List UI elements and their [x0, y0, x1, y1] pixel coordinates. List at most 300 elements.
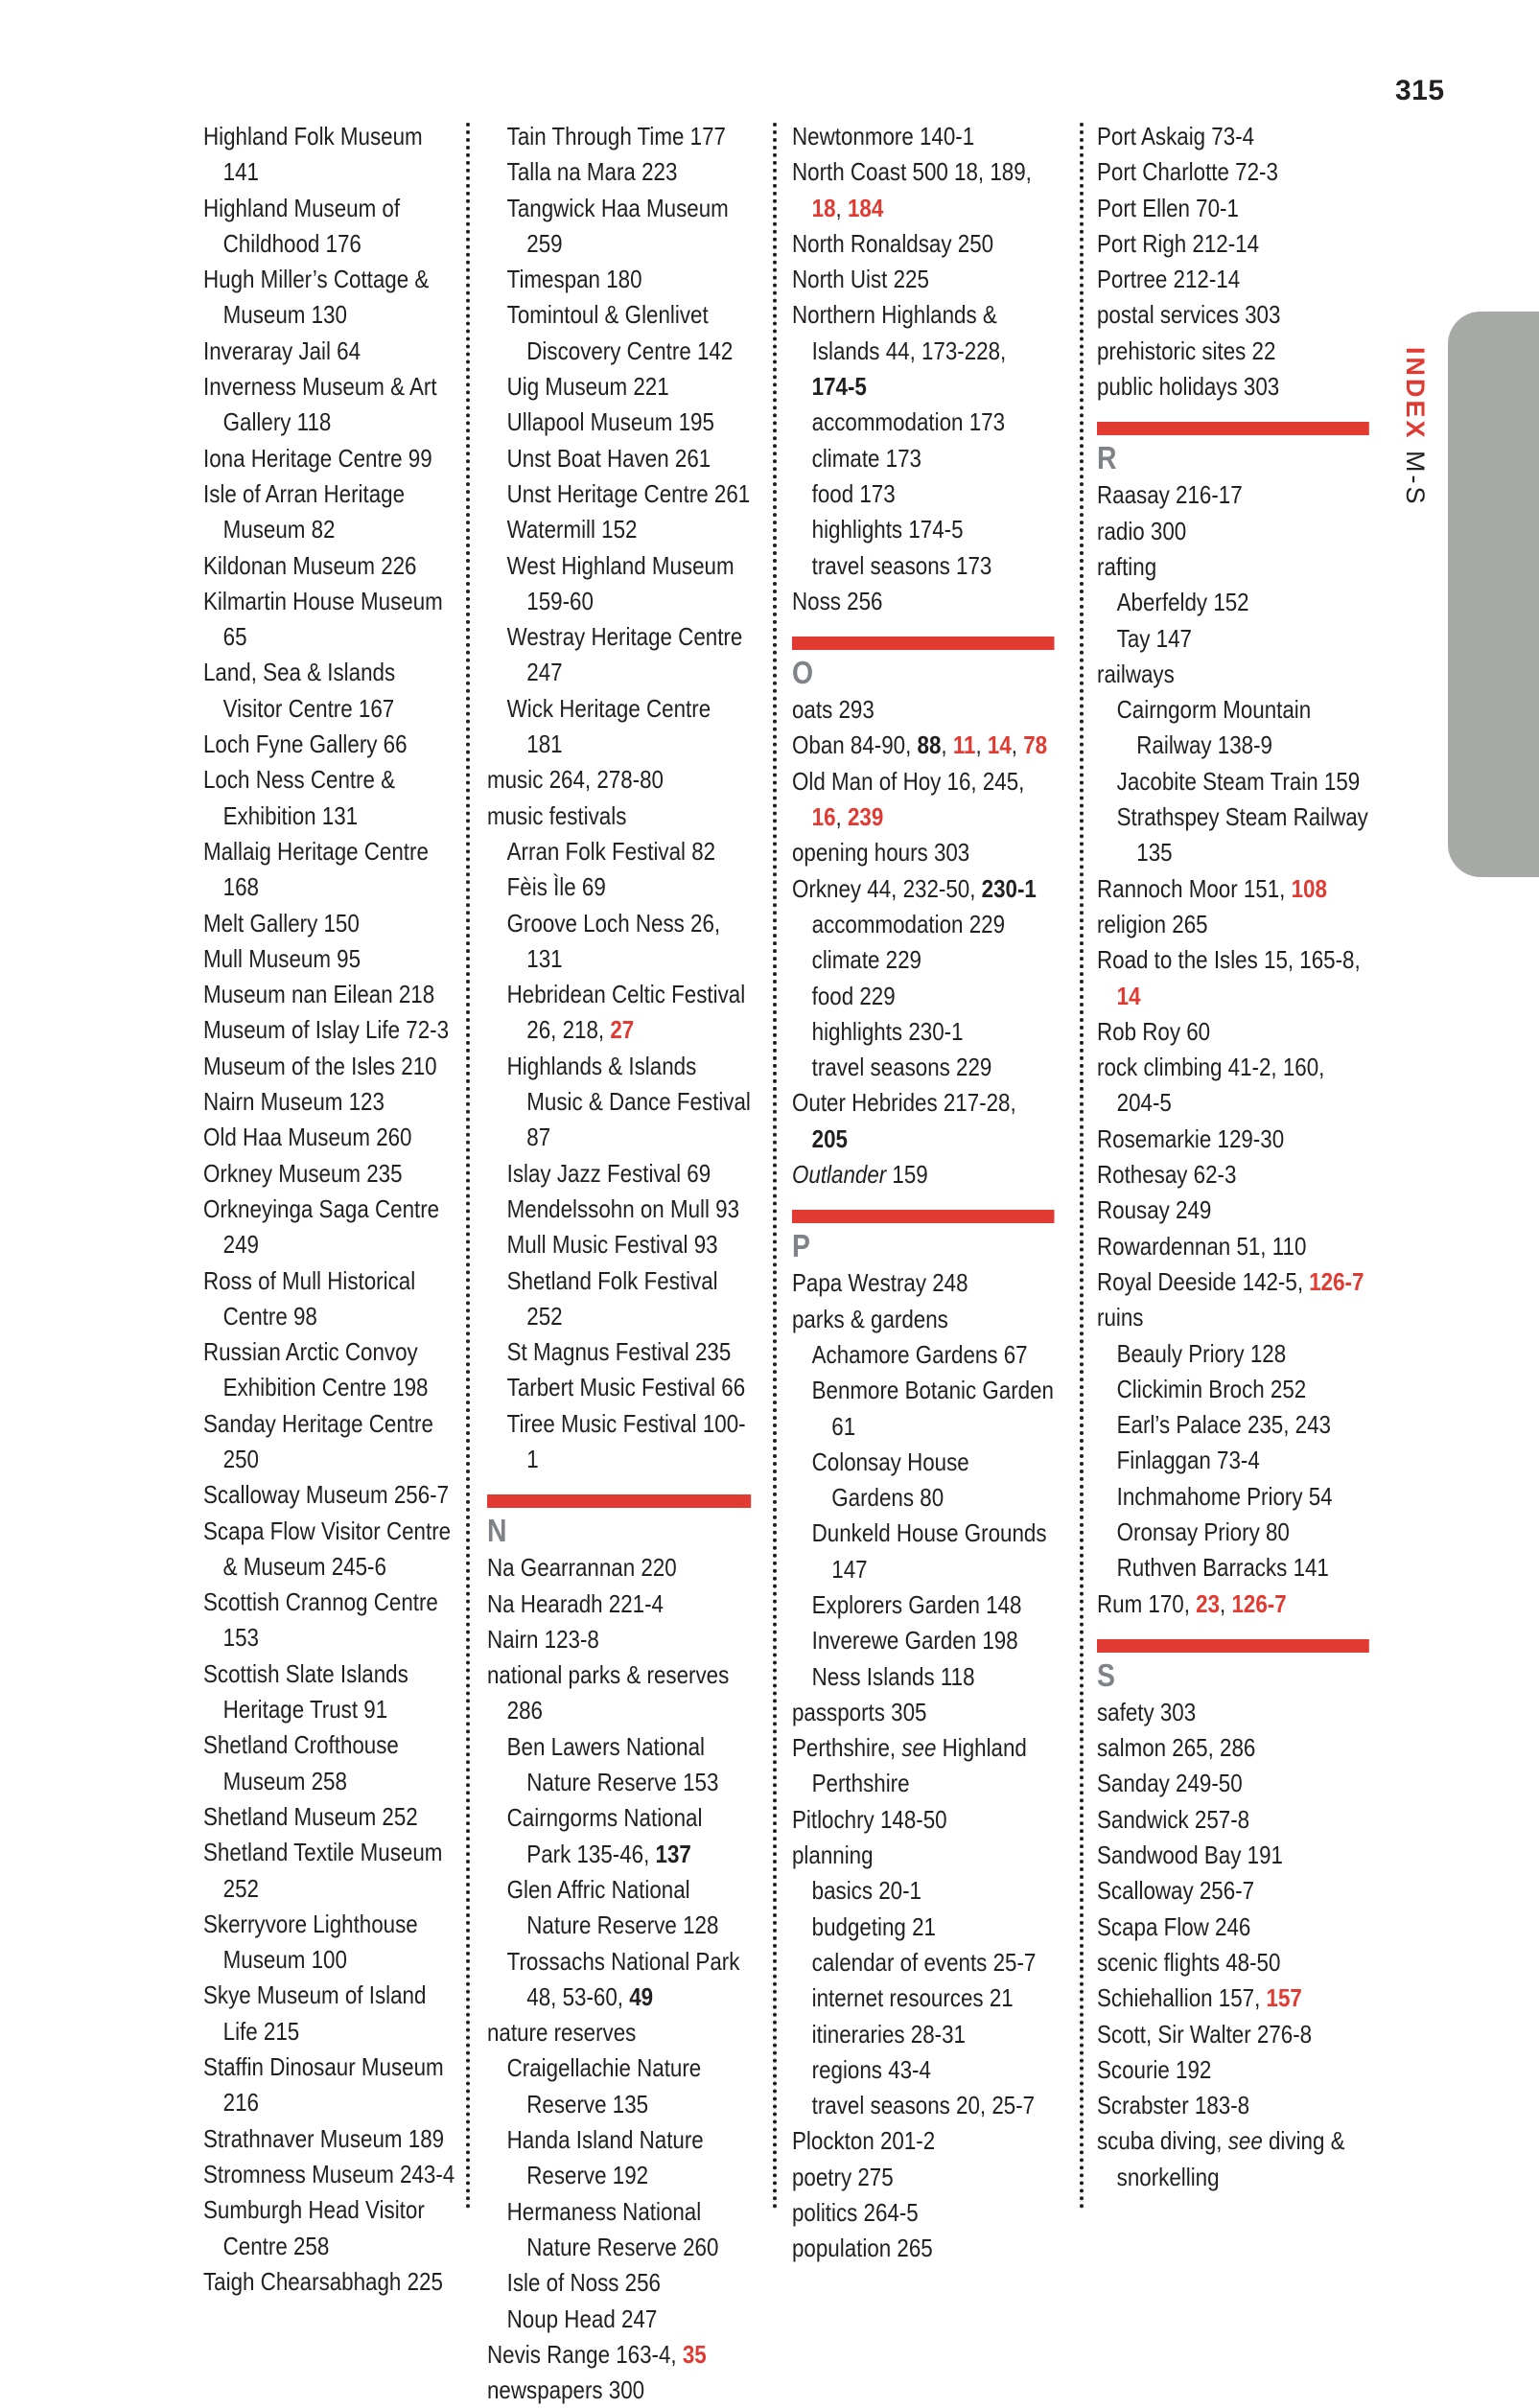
index-entry: [1097, 1766, 1369, 1801]
entry-text: Westray Heritage Centre 247: [506, 622, 743, 687]
index-entry: [203, 2192, 457, 2264]
entry-text: Strathspey Steam Railway 135: [1116, 802, 1368, 868]
entry-text: Isle of Arran Heritage Museum 82: [203, 478, 406, 544]
entry-text: highlights 174-5: [811, 515, 964, 544]
index-subentry: [487, 906, 751, 978]
index-label: INDEX: [1401, 347, 1430, 441]
entry-text: Museum of the Isles 210: [203, 1051, 437, 1080]
index-entry: [203, 1406, 457, 1478]
index-column-4: [1097, 119, 1369, 2195]
entry-text: Ullapool Museum 195: [506, 407, 714, 437]
index-entry: [1097, 119, 1369, 154]
entry-text: Sandwick 257-8: [1097, 1804, 1250, 1834]
entry-text: Old Man of Hoy 16, 245,: [792, 766, 1025, 796]
entry-text: Clickimin Broch 252: [1116, 1374, 1307, 1403]
entry-text: newspapers 300: [487, 2375, 645, 2405]
entry-text: Hebridean Celtic Festival 26, 218,: [506, 980, 746, 1045]
index-entry: [487, 1550, 751, 1586]
index-entry: [487, 1586, 751, 1622]
index-subentry: [487, 869, 751, 905]
entry-text: Rosemarkie 129-30: [1097, 1123, 1285, 1153]
index-entry: [203, 1120, 457, 1155]
entry-text: national parks & reserves 286: [487, 1660, 730, 1725]
index-subentry: [792, 979, 1054, 1014]
index-entry: [487, 1622, 751, 1657]
index-entry: [1097, 1050, 1369, 1122]
entry-text: Taigh Chearsabhagh 225: [203, 2266, 443, 2296]
entry-text: 159: [886, 1160, 928, 1190]
entry-text: Plockton 201-2: [792, 2126, 936, 2156]
index-entry: [1097, 1014, 1369, 1050]
entry-text: public holidays 303: [1097, 372, 1280, 402]
map-page-ref: 78: [1023, 730, 1048, 760]
index-subentry: [487, 1872, 751, 1944]
index-subentry: [487, 1227, 751, 1262]
index-entry: [1097, 1229, 1369, 1264]
bold-page-ref: 205: [811, 1123, 848, 1153]
entry-text: travel seasons 173: [811, 550, 992, 580]
bold-page-ref: 137: [655, 1839, 691, 1868]
entry-text: North Coast 500 18, 189,: [792, 157, 1032, 187]
bold-page-ref: 230-1: [981, 873, 1037, 903]
map-page-ref: 14: [987, 730, 1012, 760]
entry-text: Tomintoul & Glenlivet Discovery Centre 142: [506, 300, 734, 365]
entry-text: ,: [1011, 730, 1024, 760]
entry-text: West Highland Museum 159-60: [506, 550, 735, 615]
entry-text: Fèis Ìle 69: [506, 872, 606, 902]
entry-text: budgeting 21: [811, 1911, 936, 1941]
entry-text: Old Haa Museum 260: [203, 1123, 412, 1152]
entry-text: Colonsay House Gardens 80: [811, 1447, 969, 1513]
entry-text: St Magnus Festival 235: [506, 1337, 732, 1367]
index-subentry: [792, 2052, 1054, 2088]
index-entry: [203, 262, 457, 334]
entry-text: radio 300: [1097, 516, 1187, 545]
entry-text: Craigellachie Nature Reserve 135: [506, 2053, 702, 2119]
index-entry: [792, 2195, 1054, 2231]
entry-text: climate 229: [811, 945, 921, 975]
entry-text: Rob Roy 60: [1097, 1016, 1211, 1046]
entry-text: diving & snorkelling: [1116, 2126, 1345, 2191]
entry-text: Scottish Slate Islands Heritage Trust 91: [203, 1658, 408, 1725]
column-divider: [773, 123, 777, 2211]
index-subentry: [1097, 1372, 1369, 1407]
entry-text: Benmore Botanic Garden 61: [811, 1376, 1054, 1441]
map-page-ref: 126-7: [1309, 1266, 1364, 1296]
index-subentry: [487, 977, 751, 1049]
index-subentry: [487, 1049, 751, 1156]
index-subentry: [792, 441, 1054, 476]
entry-text: safety 303: [1097, 1697, 1197, 1726]
entry-text: Explorers Garden 148: [811, 1589, 1022, 1619]
index-subentry: [792, 1945, 1054, 1980]
entry-text: ,: [835, 193, 848, 222]
entry-text: Ross of Mull Historical Centre 98: [203, 1265, 416, 1331]
index-entry: [1097, 297, 1369, 333]
entry-text: Papa Westray 248: [792, 1268, 968, 1298]
index-subentry: [1097, 621, 1369, 657]
index-entry: [792, 584, 1054, 619]
map-page-ref: 11: [952, 730, 976, 760]
map-page-ref: 157: [1266, 1983, 1302, 2013]
entry-text: Inverness Museum & Art Gallery 118: [203, 372, 437, 437]
index-subentry: [487, 154, 751, 190]
entry-text: Rannoch Moor 151,: [1097, 873, 1292, 903]
index-subentry: [487, 2265, 751, 2301]
index-subentry: [487, 405, 751, 440]
index-entry: [1097, 1945, 1369, 1980]
entry-text: Handa Island Nature Reserve 192: [506, 2125, 704, 2190]
entry-text: Museum nan Eilean 218: [203, 980, 435, 1009]
section-divider-bar: [1097, 1639, 1369, 1653]
index-entry: [1097, 514, 1369, 549]
index-entry: [792, 262, 1054, 297]
index-entry: [792, 871, 1054, 907]
entry-text: Inveraray Jail 64: [203, 336, 361, 365]
index-entry: [1097, 1300, 1369, 1335]
section-side-label: [1400, 347, 1430, 507]
index-entry: [203, 1049, 457, 1084]
bold-page-ref: 49: [629, 1981, 654, 2011]
entry-text: Groove Loch Ness 26, 131: [506, 908, 721, 973]
index-entry: [487, 2015, 751, 2050]
index-entry: [203, 334, 457, 369]
entry-text: Mendelssohn on Mull 93: [506, 1193, 740, 1223]
index-tab: [1448, 312, 1539, 877]
entry-text: Newtonmore 140-1: [792, 122, 975, 150]
index-entry: [1097, 477, 1369, 513]
index-subentry: [1097, 1407, 1369, 1443]
entry-text: population 265: [792, 2234, 933, 2263]
index-subentry: [792, 476, 1054, 512]
index-entry: [1097, 226, 1369, 262]
index-column-2: [487, 119, 751, 2408]
index-subentry: [792, 512, 1054, 547]
bold-page-ref: 88: [917, 730, 942, 760]
index-entry: [203, 1907, 457, 1979]
entry-text: Unst Heritage Centre 261: [506, 478, 751, 508]
index-entry: [487, 799, 751, 834]
index-subentry: [487, 1263, 751, 1335]
index-entry: [792, 1157, 1054, 1192]
entry-text: salmon 265, 286: [1097, 1733, 1256, 1763]
map-page-ref: 35: [682, 2339, 707, 2369]
index-entry: [203, 476, 457, 548]
entry-text: North Uist 225: [792, 265, 929, 294]
index-entry: [203, 1334, 457, 1406]
entry-text: ruins: [1097, 1303, 1144, 1332]
index-entry: [792, 764, 1054, 836]
entry-text: Nairn Museum 123: [203, 1087, 385, 1117]
entry-text: oats 293: [792, 695, 874, 725]
index-entry: [1097, 1873, 1369, 1909]
index-entry: [203, 727, 457, 762]
entry-text: Cairngorm Mountain Railway 138-9: [1116, 695, 1312, 760]
index-subentry: [487, 262, 751, 297]
entry-text: food 173: [811, 478, 896, 508]
entry-text: Scapa Flow 246: [1097, 1911, 1251, 1941]
entry-text: Shetland Crofthouse Museum 258: [203, 1730, 399, 1795]
entry-text: Port Askaig 73-4: [1097, 122, 1255, 150]
index-entry: [203, 762, 457, 834]
entry-text: planning: [792, 1841, 874, 1870]
index-subentry: [792, 1373, 1054, 1445]
entry-text: accommodation 173: [811, 407, 1006, 437]
index-entry: [1097, 1264, 1369, 1300]
index-entry: [792, 154, 1054, 226]
index-entry: [1097, 1838, 1369, 1873]
index-entry: [203, 1585, 457, 1656]
entry-text: Na Hearadh 221-4: [487, 1588, 664, 1618]
entry-text: Port Righ 212-14: [1097, 228, 1260, 258]
index-entry: [203, 441, 457, 476]
entry-text: Isle of Noss 256: [506, 2268, 661, 2298]
index-subentry: [792, 1337, 1054, 1373]
entry-text: scuba diving,: [1097, 2126, 1228, 2156]
entry-text: North Ronaldsay 250: [792, 228, 994, 258]
index-entry: [1097, 1192, 1369, 1228]
index-subentry: [487, 191, 751, 263]
index-subentry: [487, 2302, 751, 2337]
index-subentry: [792, 1873, 1054, 1909]
index-subentry: [1097, 799, 1369, 871]
entry-text: Orkney Museum 235: [203, 1158, 403, 1188]
index-entry: [487, 1657, 751, 1729]
map-page-ref: 108: [1291, 873, 1327, 903]
entry-text: Mallaig Heritage Centre 168: [203, 836, 429, 902]
index-subentry: [1097, 1479, 1369, 1515]
entry-text: highlights 230-1: [811, 1016, 964, 1046]
index-entry: [1097, 191, 1369, 226]
index-subentry: [487, 619, 751, 691]
entry-text: Scrabster 183-8: [1097, 2091, 1250, 2120]
index-subentry: [792, 1516, 1054, 1587]
index-entry: [487, 762, 751, 798]
index-subentry: [792, 1014, 1054, 1050]
index-entry: [1097, 1730, 1369, 1766]
entry-text: ,: [835, 802, 848, 832]
entry-text: Watermill 152: [506, 515, 638, 544]
index-entry: [1097, 2052, 1369, 2088]
index-subentry: [487, 1800, 751, 1872]
index-entry: [792, 1265, 1054, 1301]
entry-text: Skye Museum of Island Life 215: [203, 1980, 427, 2046]
entry-text: Outlander: [792, 1160, 887, 1190]
entry-text: Tarbert Music Festival 66: [506, 1373, 746, 1402]
entry-text: Ben Lawers National Nature Reserve 153: [506, 1731, 719, 1797]
index-entry: [203, 655, 457, 727]
section-divider-bar: [1097, 422, 1369, 435]
index-entry: [203, 834, 457, 906]
index-subentry: [487, 1406, 751, 1478]
index-subentry: [792, 1623, 1054, 1658]
entry-text: Port Charlotte 72-3: [1097, 157, 1278, 187]
entry-text: Islay Jazz Festival 69: [506, 1158, 711, 1188]
index-subentry: [487, 2122, 751, 2194]
entry-text: Arran Folk Festival 82: [506, 836, 716, 866]
entry-text: calendar of events 25-7: [811, 1947, 1037, 1977]
section-divider-bar: [792, 1210, 1054, 1223]
map-page-ref: 23: [1196, 1588, 1221, 1618]
entry-text: Melt Gallery 150: [203, 908, 360, 938]
entry-text: music 264, 278-80: [487, 765, 664, 795]
entry-text: Russian Arctic Convoy Exhibition Centre 198: [203, 1337, 429, 1402]
entry-text: Scottish Crannog Centre 153: [203, 1587, 438, 1653]
map-page-ref: 14: [1116, 981, 1141, 1010]
entry-text: Land, Sea & Islands Visitor Centre 167: [203, 658, 396, 723]
entry-text: Loch Ness Centre & Exhibition 131: [203, 765, 396, 830]
entry-text: Sanday Heritage Centre 250: [203, 1408, 433, 1473]
index-entry: [1097, 1980, 1369, 2016]
index-entry: [1097, 262, 1369, 297]
entry-text: postal services 303: [1097, 300, 1281, 330]
entry-text: Tain Through Time 177: [506, 122, 726, 150]
entry-text: travel seasons 20, 25-7: [811, 2091, 1036, 2120]
index-entry: [792, 226, 1054, 262]
index-entry: [203, 906, 457, 941]
entry-text: Shetland Textile Museum 252: [203, 1838, 443, 1903]
index-subentry: [1097, 1443, 1369, 1478]
index-entry: [203, 548, 457, 584]
entry-text: Scott, Sir Walter 276-8: [1097, 2019, 1313, 2049]
entry-text: nature reserves: [487, 2018, 637, 2048]
entry-text: Loch Fyne Gallery 66: [203, 729, 408, 759]
entry-text: rock climbing 41-2, 160, 204-5: [1097, 1053, 1325, 1118]
entry-text: politics 264-5: [792, 2198, 919, 2228]
map-page-ref: 27: [610, 1015, 635, 1045]
index-subentry: [792, 942, 1054, 978]
entry-text: Tiree Music Festival 100-1: [506, 1408, 746, 1473]
index-column-1: [203, 119, 457, 2300]
index-entry: [203, 1727, 457, 1799]
entry-text: Uig Museum 221: [506, 372, 669, 402]
entry-text: Iona Heritage Centre 99: [203, 443, 432, 473]
index-entry: [1097, 1586, 1369, 1622]
index-subentry: [487, 2050, 751, 2122]
entry-text: Kildonan Museum 226: [203, 550, 417, 580]
entry-text: Scalloway Museum 256-7: [203, 1480, 450, 1510]
index-entry: [792, 1695, 1054, 1730]
page-number: 315: [1395, 75, 1445, 106]
index-subentry: [487, 2194, 751, 2266]
entry-text: Aberfeldy 152: [1116, 588, 1249, 617]
entry-text: Nevis Range 163-4,: [487, 2339, 683, 2369]
index-subentry: [792, 1659, 1054, 1695]
index-column-3: [792, 119, 1054, 2267]
entry-text: Scourie 192: [1097, 2054, 1212, 2084]
index-entry: [1097, 2088, 1369, 2123]
entry-text: Royal Deeside 142-5,: [1097, 1266, 1310, 1296]
index-subentry: [487, 1334, 751, 1370]
index-entry: [1097, 1122, 1369, 1157]
entry-text: Shetland Folk Festival 252: [506, 1265, 718, 1331]
entry-text: opening hours 303: [792, 838, 970, 868]
index-entry: [1097, 1910, 1369, 1945]
index-subentry: [487, 548, 751, 620]
entry-text: Port Ellen 70-1: [1097, 193, 1239, 222]
index-entry: [792, 728, 1054, 763]
index-entry: [1097, 942, 1369, 1014]
entry-text: food 229: [811, 981, 896, 1010]
section-letter-heading: O: [792, 655, 814, 691]
entry-text: prehistoric sites 22: [1097, 336, 1276, 365]
entry-text: Inchmahome Priory 54: [1116, 1481, 1333, 1511]
entry-text: Glen Affric National Nature Reserve 128: [506, 1874, 719, 1940]
index-subentry: [1097, 692, 1369, 764]
index-entry: [1097, 657, 1369, 692]
entry-text: Rum 170,: [1097, 1588, 1197, 1618]
entry-text: Cairngorms National Park 135-46,: [506, 1803, 703, 1868]
entry-text: Highlands & Islands Music & Dance Festival 87: [506, 1051, 751, 1152]
index-entry: [792, 1302, 1054, 1337]
entry-text: poetry 275: [792, 2162, 894, 2191]
index-entry: [792, 835, 1054, 870]
index-subentry: [487, 369, 751, 405]
index-subentry: [487, 1944, 751, 2016]
index-subentry: [792, 2088, 1054, 2123]
entry-text: see: [1227, 2126, 1263, 2156]
map-page-ref: 239: [847, 802, 884, 832]
map-page-ref: 16: [811, 802, 836, 832]
section-letter-heading: S: [1097, 1656, 1115, 1693]
entry-text: travel seasons 229: [811, 1053, 992, 1082]
entry-text: Highland Perthshire: [811, 1733, 1027, 1798]
entry-text: Na Gearrannan 220: [487, 1553, 677, 1583]
entry-text: Scapa Flow Visitor Centre & Museum 245-6: [203, 1516, 452, 1581]
index-subentry: [487, 119, 751, 154]
index-entry: [203, 2121, 457, 2157]
section-letter-heading: P: [792, 1228, 810, 1264]
index-subentry: [487, 1156, 751, 1192]
entry-text: Orkney 44, 232-50,: [792, 873, 982, 903]
index-entry: [203, 119, 457, 191]
entry-text: Timespan 180: [506, 265, 642, 294]
entry-text: Tay 147: [1116, 623, 1192, 653]
index-subentry: [1097, 1515, 1369, 1550]
entry-text: see: [901, 1733, 937, 1763]
entry-text: internet resources 21: [811, 1983, 1014, 2013]
index-subentry: [792, 1445, 1054, 1517]
entry-text: Ness Islands 118: [811, 1661, 975, 1691]
entry-text: Tangwick Haa Museum 259: [506, 193, 729, 258]
index-subentry: [487, 1370, 751, 1405]
map-page-ref: 18: [811, 193, 836, 222]
entry-text: accommodation 229: [811, 909, 1006, 938]
entry-text: scenic flights 48-50: [1097, 1947, 1281, 1977]
entry-text: ,: [941, 730, 953, 760]
index-entry: [1097, 154, 1369, 190]
entry-text: Orkneyinga Saga Centre 249: [203, 1193, 440, 1260]
index-entry: [792, 692, 1054, 728]
entry-text: Nairn 123-8: [487, 1624, 599, 1654]
entry-text: Hugh Miller’s Cottage & Museum 130: [203, 265, 430, 330]
index-subentry: [1097, 1550, 1369, 1586]
entry-text: Portree 212-14: [1097, 265, 1241, 294]
index-subentry: [487, 476, 751, 512]
entry-text: Sanday 249-50: [1097, 1769, 1243, 1798]
index-subentry: [487, 512, 751, 547]
entry-text: Pitlochry 148-50: [792, 1804, 947, 1834]
section-divider-bar: [487, 1494, 751, 1508]
index-entry: [203, 1084, 457, 1120]
index-entry: [1097, 2017, 1369, 2052]
index-entry: [1097, 871, 1369, 907]
entry-text: Hermaness National Nature Reserve 260: [506, 2196, 719, 2261]
index-entry: [203, 941, 457, 977]
index-entry: [203, 1012, 457, 1048]
index-entry: [792, 119, 1054, 154]
entry-text: Northern Highlands & Islands 44, 173-228,: [792, 300, 1007, 365]
